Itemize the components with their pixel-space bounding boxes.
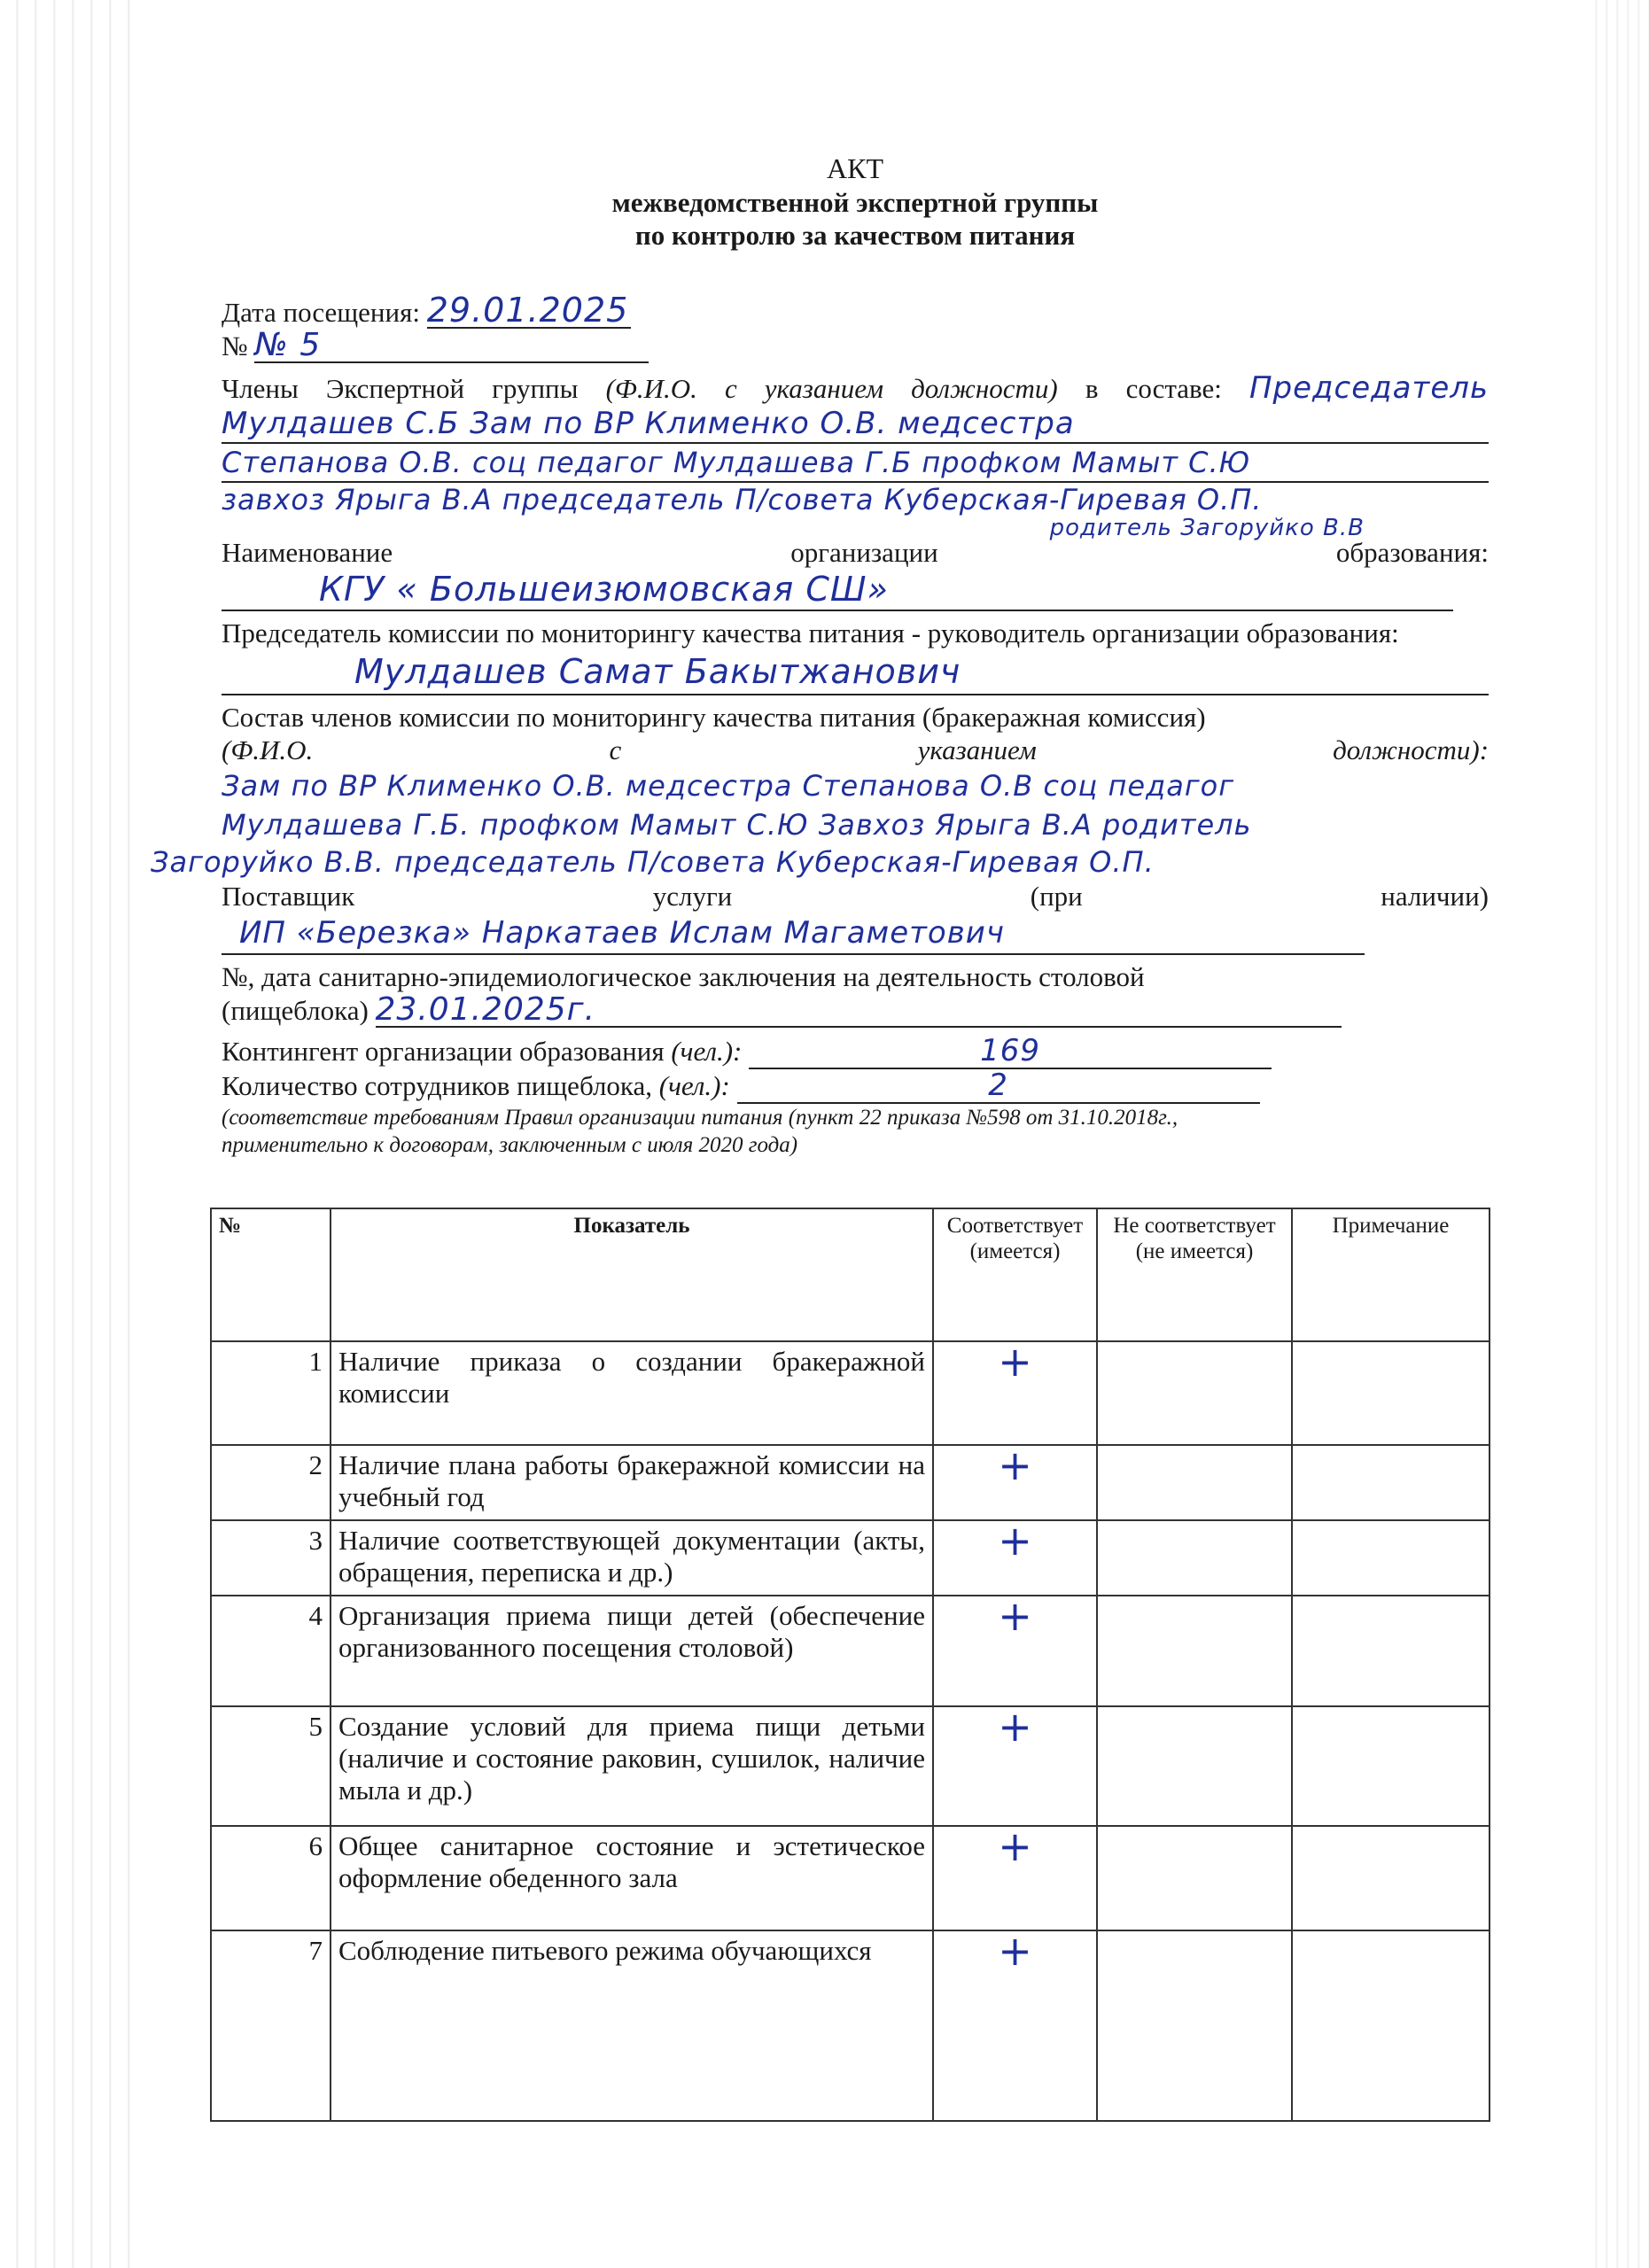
chairman-label: Председатель комиссии по мониторингу качества питания - руководитель организации образования: (222, 617, 1399, 649)
row-num: 1 (211, 1341, 331, 1445)
table-row (211, 1826, 1490, 1930)
expert-group-label-suffix: в составе: (1085, 373, 1222, 404)
scan-edge-right (1587, 0, 1649, 2268)
commission-italic-b: с (609, 734, 622, 765)
row-note (1292, 1596, 1490, 1706)
staff-unit: (чел.): (658, 1070, 730, 1101)
row-num: 6 (211, 1826, 331, 1930)
expert-group-label-prefix: Члены Экспертной группы (222, 373, 579, 404)
row-indicator: Общее санитарное состояние и эстетическое оформление обеденного зала (331, 1826, 933, 1930)
table-row (211, 1341, 1490, 1445)
expert-group-line2: Мулдашев С.Б Зам по ВР Клименко О.В. медсестра (222, 405, 1489, 444)
contingent-value: 169 (749, 1035, 1272, 1069)
row-note (1292, 1826, 1490, 1930)
row-indicator: Соблюдение питьевого режима обучающихся (331, 1930, 933, 2121)
row-indicator: Организация приема пищи детей (обеспечение организованного посещения столовой) (331, 1596, 933, 1706)
sanitary-value: 23.01.2025г. (376, 993, 1342, 1028)
expert-group-label (222, 372, 1489, 405)
header-not-complies: Не соответствует (не имеется) (1097, 1208, 1292, 1341)
supplier-label-b: услуги (652, 881, 733, 912)
commission-label-italic (222, 734, 1489, 766)
chairman-value: Мулдашев Самат Бакытжанович (222, 649, 1489, 695)
sanitary-label2: (пищеблока) (222, 995, 369, 1026)
row-complies-mark: + (933, 1341, 1097, 1445)
row-note (1292, 1706, 1490, 1826)
visit-number-line (222, 329, 1489, 363)
table-row (211, 1520, 1490, 1596)
row-complies-mark: + (933, 1596, 1097, 1706)
row-not-complies (1097, 1520, 1292, 1596)
row-not-complies (1097, 1445, 1292, 1520)
expert-group-line5: родитель Загоруйко В.В (1049, 515, 1365, 541)
row-indicator: Наличие приказа о создании бракеражной комиссии (331, 1341, 933, 1445)
row-not-complies (1097, 1596, 1292, 1706)
act-title-block (222, 151, 1489, 252)
commission-label: Состав членов комиссии по мониторингу качества питания (бракеражная комиссия) (222, 702, 1206, 733)
visit-number-label: № (222, 330, 248, 361)
organization-label (222, 536, 1489, 569)
row-complies-mark: + (933, 1930, 1097, 2121)
row-complies-mark: + (933, 1826, 1097, 1930)
expert-group-line3: Степанова О.В. соц педагог Мулдашева Г.Б профком Мамыт С.Ю (222, 444, 1489, 483)
supplier-label (222, 880, 1489, 913)
row-num: 2 (211, 1445, 331, 1520)
indicators-table (210, 1208, 1490, 2122)
organization-value: КГУ « Большеизюмовская СШ» (222, 569, 1453, 611)
commission-line1: Зам по ВР Клименко О.В. медсестра Степанова О.В соц педагог (222, 769, 1235, 803)
contingent-line (222, 1035, 1489, 1069)
row-indicator: Наличие соответствующей документации (акты, обращения, переписка и др.) (331, 1520, 933, 1596)
table-row (211, 1930, 1490, 2121)
row-note (1292, 1520, 1490, 1596)
act-subtitle-1: межведомственной экспертной группы (611, 187, 1099, 218)
staff-line (222, 1069, 1489, 1104)
scan-edge-left (0, 0, 133, 2268)
supplier-label-a: Поставщик (222, 881, 355, 912)
row-not-complies (1097, 1341, 1292, 1445)
expert-group-label-italic: (Ф.И.О. с указанием должности) (605, 373, 1058, 404)
header-complies: Соответствует (имеется) (933, 1208, 1097, 1341)
act-document (151, 151, 1490, 1159)
table-row (211, 1596, 1490, 1706)
sanitary-line2 (222, 993, 1489, 1028)
commission-italic-a: (Ф.И.О. (222, 734, 314, 765)
row-complies-mark: + (933, 1706, 1097, 1826)
expert-group-line4: завхоз Ярыга В.А председатель П/совета Куберская-Гиревая О.П. (222, 483, 1263, 517)
contingent-unit: (чел.): (671, 1036, 743, 1067)
header-num: № (211, 1208, 331, 1341)
row-indicator: Наличие плана работы бракеражной комиссии на учебный год (331, 1445, 933, 1520)
table-row (211, 1445, 1490, 1520)
row-indicator: Создание условий для приема пищи детьми (наличие и состояние раковин, сушилок, наличие мыла и др.) (331, 1706, 933, 1826)
organization-label-b: организации (790, 537, 938, 568)
commission-italic-c: указанием (917, 734, 1037, 765)
organization-label-a: Наименование (222, 537, 393, 568)
visit-date-line (222, 291, 1489, 330)
supplier-value: ИП «Березка» Наркатаев Ислам Магаметович (222, 913, 1365, 955)
row-not-complies (1097, 1826, 1292, 1930)
act-subtitle-2: по контролю за качеством питания (634, 220, 1076, 251)
commission-line3: Загоруйко В.В. председатель П/совета Куберская-Гиревая О.П. (151, 845, 1155, 879)
visit-date-value: 29.01.2025 (427, 294, 631, 329)
sanitary-label: №, дата санитарно-эпидемиологическое заключения на деятельность столовой (222, 961, 1145, 992)
organization-label-c: образования: (1335, 537, 1489, 568)
row-num: 5 (211, 1706, 331, 1826)
supplier-label-c: (при (1030, 881, 1083, 912)
visit-number-value: № 5 (254, 329, 649, 363)
header-indicator: Показатель (331, 1208, 933, 1341)
supplier-label-d: наличии) (1381, 881, 1490, 912)
row-note (1292, 1341, 1490, 1445)
row-complies-mark: + (933, 1520, 1097, 1596)
row-num: 4 (211, 1596, 331, 1706)
commission-line2: Мулдашева Г.Б. профком Мамыт С.Ю Завхоз Ярыга В.А родитель (222, 808, 1252, 842)
row-complies-mark: + (933, 1445, 1097, 1520)
row-not-complies (1097, 1930, 1292, 2121)
row-num: 3 (211, 1520, 331, 1596)
note-line1: (соответствие требованиям Правил организации питания (пункт 22 приказа №598 от 31.10.2018г., (222, 1106, 1178, 1130)
table-header-row (211, 1208, 1490, 1341)
header-note: Примечание (1292, 1208, 1490, 1341)
note-line2: применительно к договорам, заключенным с июля 2020 года) (222, 1133, 798, 1157)
act-title: АКТ (827, 152, 883, 184)
staff-label: Количество сотрудников пищеблока, (222, 1070, 653, 1101)
row-note (1292, 1445, 1490, 1520)
visit-date-label: Дата посещения: (222, 297, 420, 328)
table-row (211, 1706, 1490, 1826)
expert-group-line1: Председатель (1248, 370, 1490, 406)
contingent-label: Контингент организации образования (222, 1036, 665, 1067)
row-note (1292, 1930, 1490, 2121)
row-not-complies (1097, 1706, 1292, 1826)
commission-italic-d: должности): (1333, 734, 1490, 765)
row-num: 7 (211, 1930, 331, 2121)
staff-value: 2 (737, 1069, 1260, 1104)
